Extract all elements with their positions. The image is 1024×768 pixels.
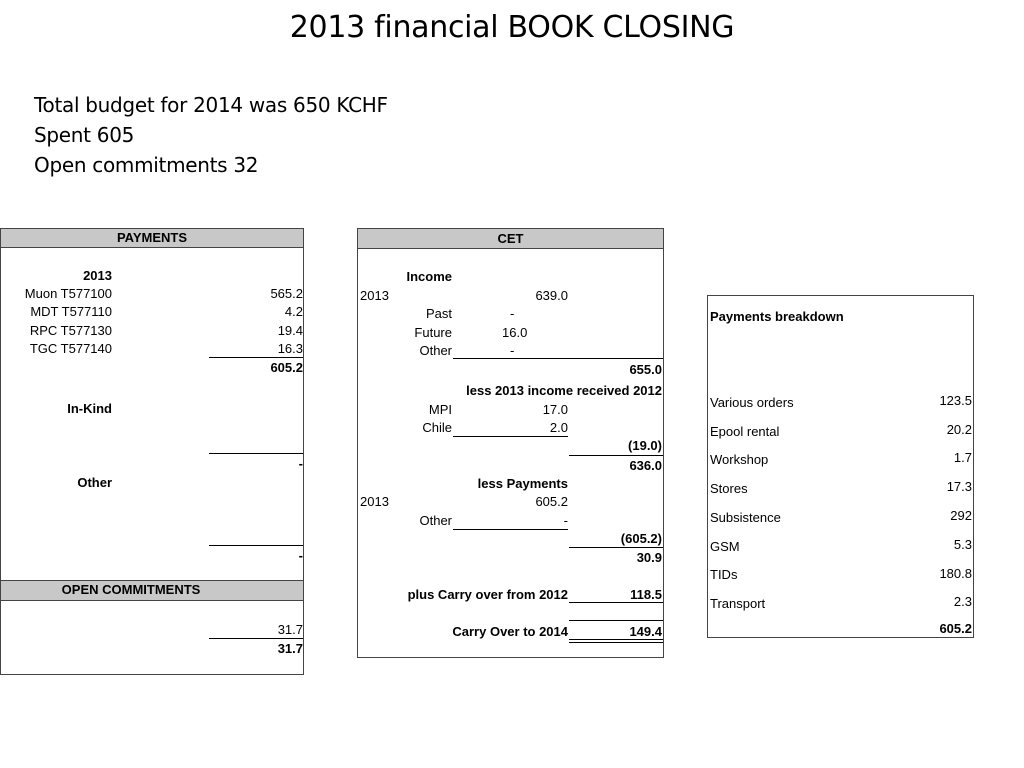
payments-row-value: 565.2: [270, 286, 303, 301]
payments-row-label: TGC T577140: [29, 341, 112, 356]
cet-other-label: Other: [419, 343, 452, 358]
open-commitments-header: OPEN COMMITMENTS: [1, 581, 261, 601]
payments-row-label: MDT T577110: [30, 304, 112, 319]
cet-future-value: 16.0: [502, 325, 528, 340]
breakdown-total: 605.2: [939, 621, 972, 636]
open-commitments-value: 31.7: [277, 622, 303, 637]
cet-past-label: Past: [425, 306, 452, 321]
payments-row-value: 19.4: [277, 323, 303, 338]
cet-header: CET: [358, 229, 663, 249]
cet-year-label: 2013: [360, 288, 389, 303]
payments-year: 2013: [83, 268, 112, 283]
breakdown-row-value: 2.3: [953, 594, 972, 609]
summary-open-commitments: Open commitments 32: [34, 153, 259, 177]
cet-income-label: Income: [406, 269, 452, 284]
breakdown-row-label: GSM: [710, 539, 740, 554]
cet-subtotal1-rule: [569, 455, 663, 456]
cet-pay-other-value: -: [563, 513, 568, 528]
cet-pay-other-rule: [453, 529, 568, 530]
summary-spent: Spent 605: [34, 123, 135, 147]
cet-less-payments-label: less Payments: [477, 476, 568, 491]
breakdown-row-value: 20.2: [946, 422, 972, 437]
cet-mpi-label: MPI: [428, 402, 452, 417]
breakdown-row-value: 292: [950, 508, 972, 523]
page-title: 2013 financial BOOK CLOSING: [289, 10, 735, 45]
breakdown-row-label: Epool rental: [710, 424, 780, 439]
payments-inkind-label: In-Kind: [67, 401, 112, 416]
payments-other-total: -: [298, 548, 303, 563]
cet-chile-value: 2.0: [549, 420, 568, 435]
breakdown-row-label: Transport: [710, 596, 766, 611]
cet-mpi-value: 17.0: [542, 402, 568, 417]
breakdown-row-value: 17.3: [946, 479, 972, 494]
cet-subtotal2-rule: [569, 547, 663, 548]
cet-subtotal2: 30.9: [636, 550, 662, 565]
cet-carry-from-value: 118.5: [630, 587, 662, 602]
cet-less-payments-total: (605.2): [620, 531, 662, 546]
payments-row-label: RPC T577130: [29, 323, 112, 338]
payments-subtotal-rule: [209, 357, 303, 358]
cet-other-value: -: [510, 343, 515, 358]
breakdown-row-label: TIDs: [710, 567, 738, 582]
cet-carry-to-label: Carry Over to 2014: [452, 624, 568, 639]
cet-pay-year-value: 605.2: [535, 494, 568, 509]
payments-total: 605.2: [270, 360, 303, 375]
open-commitments-header-fill: [261, 581, 303, 601]
breakdown-row-value: 1.7: [953, 450, 972, 465]
breakdown-row-label: Stores: [710, 481, 748, 496]
cet-panel: [357, 228, 664, 658]
cet-future-label: Future: [414, 325, 452, 340]
open-commitments-total: 31.7: [277, 641, 303, 656]
cet-carry-from-label: plus Carry over from 2012: [407, 587, 568, 602]
cet-carry-to-top-rule: [569, 620, 663, 621]
payments-panel: [0, 228, 304, 675]
summary-total-budget: Total budget for 2014 was 650 KCHF: [34, 93, 388, 117]
payments-inkind-total: -: [298, 456, 303, 471]
cet-chile-label: Chile: [422, 420, 452, 435]
payments-row-value: 4.2: [284, 304, 303, 319]
cet-pay-other-label: Other: [419, 513, 452, 528]
cet-past-value: -: [510, 306, 515, 321]
payments-inkind-rule: [209, 453, 303, 454]
cet-subtotal1: 636.0: [629, 458, 662, 473]
payments-other-label: Other: [77, 475, 112, 490]
open-commitments-rule: [209, 638, 303, 639]
payments-header: PAYMENTS: [1, 229, 303, 248]
breakdown-row-value: 5.3: [953, 537, 972, 552]
cet-income-total: 655.0: [629, 362, 662, 377]
cet-pay-year-label: 2013: [360, 494, 389, 509]
cet-less-income-label: less 2013 income received 2012: [466, 383, 662, 398]
cet-carry-from-rule: [569, 602, 663, 603]
cet-chile-rule: [453, 436, 568, 437]
breakdown-row-label: Various orders: [710, 395, 794, 410]
breakdown-header: Payments breakdown: [710, 309, 844, 324]
payments-row-value: 16.3: [277, 341, 303, 356]
cet-income-rule: [453, 358, 663, 359]
payments-other-rule: [209, 545, 303, 546]
breakdown-panel: [707, 295, 974, 638]
budget-summary: [34, 90, 388, 180]
breakdown-row-value: 180.8: [939, 566, 972, 581]
breakdown-row-label: Workshop: [710, 452, 769, 467]
cet-year-value: 639.0: [535, 288, 568, 303]
cet-less-income-total: (19.0): [628, 438, 662, 453]
breakdown-row-label: Subsistence: [710, 510, 781, 525]
payments-row-label: Muon T577100: [24, 286, 112, 301]
cet-carry-to-double-rule: [569, 639, 663, 643]
cet-carry-to-value: 149.4: [629, 624, 662, 639]
breakdown-row-value: 123.5: [939, 393, 972, 408]
